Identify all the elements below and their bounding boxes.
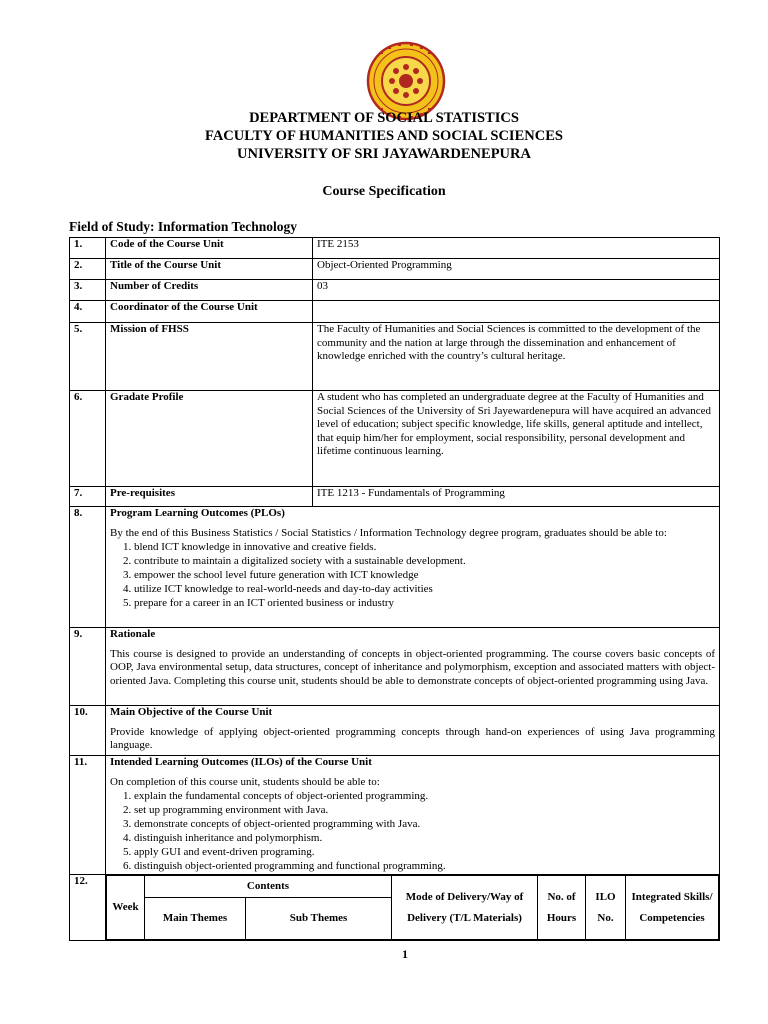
plo-intro: By the end of this Business Statistics / Social Statistics / Information Technology degree program, graduates should be able to: <box>110 526 667 539</box>
row-number: 10. <box>70 706 106 756</box>
faculty-heading: FACULTY OF HUMANITIES AND SOCIAL SCIENCES <box>205 128 563 144</box>
graduate-profile-text: A student who has completed an undergraduate degree at the Faculty of Humanities and Social Sciences of the University of Sri Jayewardenepura will have acquired an advanced level of education; subject specific knowledge, life skills, general aptitude and intellect, that equip him/her for employment, social responsibility, personal development and lifetime continuous learning. <box>313 391 720 487</box>
ilo-list <box>110 789 715 873</box>
row-number: 3. <box>70 280 106 301</box>
list-item: 1. explain the fundamental concepts of object-oriented programming. <box>134 789 715 803</box>
row-value: ITE 2153 <box>313 238 720 259</box>
contents-header: Contents <box>145 876 392 898</box>
row-label: Gradate Profile <box>106 391 313 487</box>
list-item: 4. distinguish inheritance and polymorphism. <box>134 831 715 845</box>
ilo-intro: On completion of this course unit, students should be able to: <box>110 775 380 788</box>
table-row <box>70 487 720 507</box>
schedule-header-cell <box>106 875 720 941</box>
list-item: 5. prepare for a career in an ICT oriented business or industry <box>134 596 715 610</box>
row-value: ITE 1213 - Fundamentals of Programming <box>313 487 720 507</box>
department-heading: DEPARTMENT OF SOCIAL STATISTICS <box>249 110 519 126</box>
page-number: 1 <box>402 947 408 961</box>
row-label: Code of the Course Unit <box>106 238 313 259</box>
row-value: 03 <box>313 280 720 301</box>
plo-cell <box>106 507 720 628</box>
objective-cell <box>106 706 720 756</box>
objective-text: Provide knowledge of applying object-oriented programming concepts through hand-on experiences of using Java programming language. <box>110 725 715 751</box>
ilo-number-header: ILO No. <box>586 876 626 940</box>
row-number: 7. <box>70 487 106 507</box>
list-item: 4. utilize ICT knowledge to real-world-needs and day-to-day activities <box>134 582 715 596</box>
row-number: 11. <box>70 756 106 875</box>
row-value: Object-Oriented Programming <box>313 259 720 280</box>
schedule-header-table <box>106 875 719 940</box>
table-row <box>70 628 720 706</box>
row-number: 6. <box>70 391 106 487</box>
row-number: 1. <box>70 238 106 259</box>
table-row <box>70 507 720 628</box>
row-label: Pre-requisites <box>106 487 313 507</box>
document-title: Course Specification <box>322 184 446 199</box>
main-themes-header: Main Themes <box>145 898 246 940</box>
university-heading: UNIVERSITY OF SRI JAYAWARDENEPURA <box>237 146 531 162</box>
list-item: 1. blend ICT knowledge in innovative and creative fields. <box>134 540 715 554</box>
row-value <box>313 301 720 323</box>
mission-text: The Faculty of Humanities and Social Sciences is committed to the development of the community and the nation at large through the dissemination and enhancement of knowledge enriched with the country’s cultural heritage. <box>313 323 720 391</box>
list-item: 3. empower the school level future generation with ICT knowledge <box>134 568 715 582</box>
list-item: 6. distinguish object-oriented programming and functional programming. <box>134 859 715 873</box>
row-number: 8. <box>70 507 106 628</box>
table-row <box>70 706 720 756</box>
rationale-heading: Rationale <box>110 628 156 640</box>
ilo-cell <box>106 756 720 875</box>
row-label: Number of Credits <box>106 280 313 301</box>
table-row <box>70 280 720 301</box>
ilo-heading: Intended Learning Outcomes (ILOs) of the Course Unit <box>110 756 372 768</box>
course-spec-table <box>69 237 720 941</box>
list-item: 5. apply GUI and event-driven programing. <box>134 845 715 859</box>
table-row <box>70 756 720 875</box>
table-row <box>70 259 720 280</box>
list-item: 2. contribute to maintain a digitalized society with a sustainable development. <box>134 554 715 568</box>
row-label: Mission of FHSS <box>106 323 313 391</box>
delivery-mode-header: Mode of Delivery/Way of Delivery (T/L Materials) <box>392 876 538 940</box>
plo-list <box>110 540 715 610</box>
row-number: 2. <box>70 259 106 280</box>
field-of-study: Field of Study: Information Technology <box>69 219 298 234</box>
table-row <box>70 391 720 487</box>
row-number: 9. <box>70 628 106 706</box>
table-row <box>70 301 720 323</box>
table-row <box>70 875 720 941</box>
table-row <box>70 238 720 259</box>
skills-header: Integrated Skills/ Competencies <box>626 876 719 940</box>
row-label: Coordinator of the Course Unit <box>106 301 313 323</box>
hours-header: No. of Hours <box>538 876 586 940</box>
row-number: 5. <box>70 323 106 391</box>
sub-themes-header: Sub Themes <box>246 898 392 940</box>
list-item: 2. set up programming environment with Java. <box>134 803 715 817</box>
list-item: 3. demonstrate concepts of object-oriented programming with Java. <box>134 817 715 831</box>
objective-heading: Main Objective of the Course Unit <box>110 706 273 718</box>
row-label: Title of the Course Unit <box>106 259 313 280</box>
row-number: 12. <box>70 875 106 941</box>
table-row <box>70 323 720 391</box>
rationale-cell <box>106 628 720 706</box>
university-seal-logo <box>366 41 446 121</box>
row-number: 4. <box>70 301 106 323</box>
plo-heading: Program Learning Outcomes (PLOs) <box>110 507 285 519</box>
rationale-text: This course is designed to provide an understanding of concepts in object-oriented programming. The course covers basic concepts of OOP, Java environmental setup, data structures, concept of inheritance and polymorphism, exception and associated matters with object-oriented Java. Completing this course unit, students should be able to demonstrate concepts of object-oriented programming using Java. <box>110 647 715 687</box>
week-header: Week <box>107 876 145 940</box>
